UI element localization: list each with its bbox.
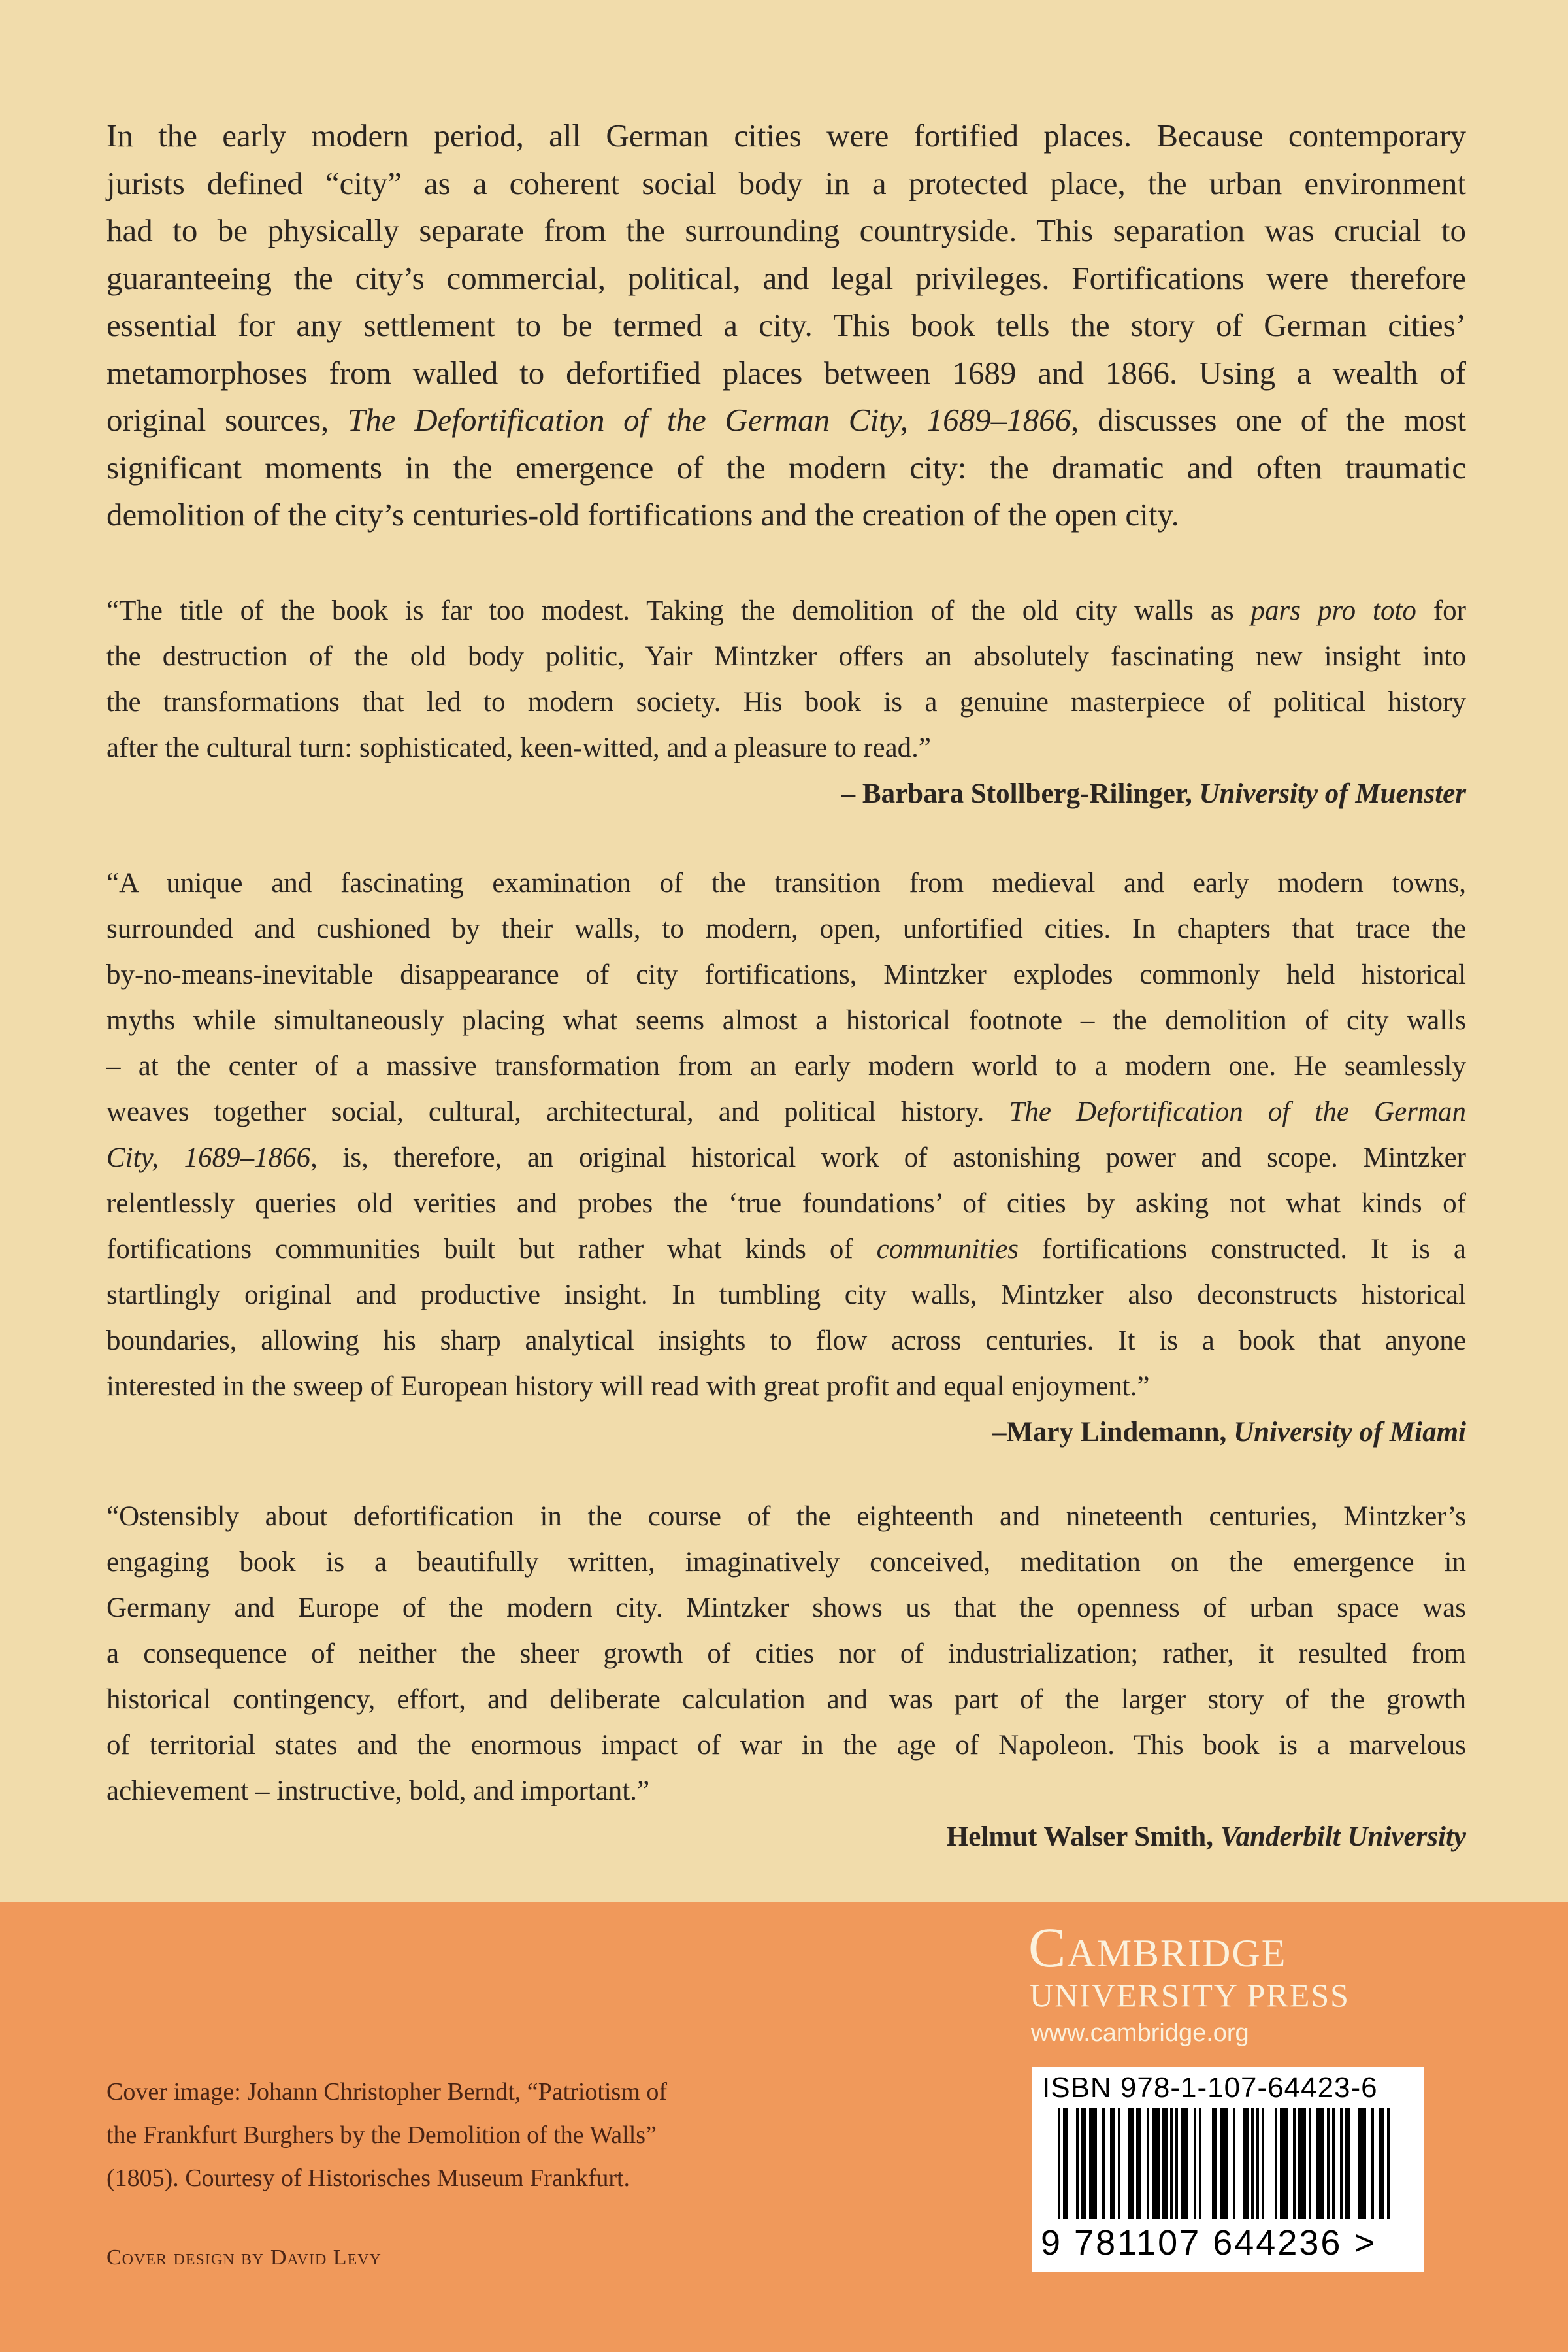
quote-line bbox=[106, 1272, 1466, 1318]
publisher-url: www.cambridge.org bbox=[1031, 2019, 1249, 2047]
barcode-bar bbox=[1220, 2108, 1222, 2219]
barcode-bar bbox=[1063, 2108, 1066, 2219]
barcode-bar bbox=[1327, 2108, 1330, 2219]
blurb-line bbox=[106, 397, 1466, 444]
italic-text: City, 1689–1866 bbox=[106, 1142, 311, 1173]
cover-design-credit: Cover design by David Levy bbox=[106, 2245, 382, 2270]
quote-line bbox=[106, 861, 1466, 906]
quote-line bbox=[106, 1494, 1466, 1540]
barcode-bar bbox=[1379, 2108, 1382, 2219]
barcode-bar bbox=[1275, 2108, 1277, 2219]
text: the transformations that led to modern society. His book is a genuine masterpiece of political history bbox=[106, 687, 1466, 718]
text: surrounded and cushioned by their walls, to modern, open, unfortified cities. In chapters that trace the bbox=[106, 914, 1466, 944]
barcode-bar bbox=[1152, 2108, 1154, 2219]
text: after the cultural turn: sophisticated, keen-witted, and a pleasure to read.” bbox=[106, 733, 932, 763]
quote-line bbox=[106, 725, 1466, 771]
text: –Mary Lindemann, bbox=[992, 1417, 1234, 1448]
barcode-bar bbox=[1301, 2108, 1303, 2219]
barcode-bars bbox=[1058, 2108, 1397, 2219]
barcode-bar bbox=[1303, 2108, 1306, 2219]
credit-line: (1805). Courtesy of Historisches Museum Frankfurt. bbox=[106, 2164, 630, 2192]
barcode-bar bbox=[1309, 2108, 1311, 2219]
blurb-line bbox=[106, 160, 1466, 208]
italic-text: The Defortification of the German City, 1689–1866 bbox=[348, 402, 1071, 438]
barcode-bar bbox=[1345, 2108, 1348, 2219]
barcode-bar bbox=[1298, 2108, 1301, 2219]
quote-line bbox=[106, 1723, 1466, 1768]
barcode-bar bbox=[1280, 2108, 1282, 2219]
barcode-bar bbox=[1139, 2108, 1141, 2219]
barcode-bar bbox=[1387, 2108, 1390, 2219]
quote-line bbox=[106, 952, 1466, 998]
blurb-line bbox=[106, 491, 1466, 539]
barcode-bar bbox=[1154, 2108, 1157, 2219]
blurb-line bbox=[106, 350, 1466, 397]
barcode-bar bbox=[1262, 2108, 1264, 2219]
quote-line bbox=[106, 1181, 1466, 1227]
barcode-bar bbox=[1382, 2108, 1384, 2219]
blurb-line bbox=[106, 112, 1466, 160]
text: interested in the sweep of European history will read with great profit and equal enjoyment.” bbox=[106, 1371, 1150, 1402]
barcode-bar bbox=[1102, 2108, 1105, 2219]
text: In the early modern period, all German cities were fortified places. Because contemporary bbox=[106, 118, 1466, 154]
barcode-bar bbox=[1225, 2108, 1228, 2219]
text: historical contingency, effort, and deliberate calculation and was part of the larger story of the growth bbox=[106, 1684, 1466, 1715]
barcode-bar bbox=[1092, 2108, 1094, 2219]
text: engaging book is a beautifully written, imaginatively conceived, meditation on the emergence in bbox=[106, 1547, 1466, 1578]
barcode-bar bbox=[1118, 2108, 1120, 2219]
barcode-bar bbox=[1319, 2108, 1322, 2219]
text: fortifications communities built but rather what kinds of bbox=[106, 1234, 877, 1265]
barcode-bar bbox=[1113, 2108, 1115, 2219]
text: original sources, bbox=[106, 402, 348, 438]
text: “The title of the book is far too modest. Taking the demolition of the old city walls as bbox=[106, 595, 1251, 626]
barcode-bar bbox=[1170, 2108, 1173, 2219]
barcode-bar bbox=[1058, 2108, 1060, 2219]
text: , is, therefore, an original historical work of astonishing power and scope. Mintzker bbox=[310, 1142, 1466, 1173]
text: , discusses one of the most bbox=[1071, 402, 1466, 438]
quote-line bbox=[106, 1089, 1466, 1135]
barcode-bar bbox=[1089, 2108, 1092, 2219]
text: – at the center of a massive transformation from an early modern world to a modern one. He seamlessly bbox=[106, 1051, 1466, 1082]
italic-text: communities bbox=[876, 1234, 1019, 1265]
barcode-bar bbox=[1157, 2108, 1160, 2219]
barcode-bar bbox=[1162, 2108, 1165, 2219]
publisher-name: Cambridge bbox=[1028, 1916, 1287, 1979]
quote-line bbox=[106, 1364, 1466, 1410]
quote-line bbox=[106, 634, 1466, 680]
barcode-bar bbox=[1358, 2108, 1361, 2219]
blurb-line bbox=[106, 207, 1466, 255]
quote-attribution bbox=[106, 771, 1466, 817]
text: of territorial states and the enormous impact of war in the age of Napoleon. This book is a marvelous bbox=[106, 1730, 1466, 1761]
barcode-bar bbox=[1183, 2108, 1186, 2219]
quote-line bbox=[106, 1768, 1466, 1814]
barcode-bar bbox=[1340, 2108, 1343, 2219]
publisher-subtitle: UNIVERSITY PRESS bbox=[1030, 1977, 1350, 2013]
blurb-paragraph bbox=[106, 112, 1466, 539]
barcode-bar bbox=[1251, 2108, 1254, 2219]
text: for bbox=[1416, 595, 1466, 626]
quote-line bbox=[106, 1135, 1466, 1181]
barcode-bar bbox=[1110, 2108, 1113, 2219]
italic-text: University of Miami bbox=[1233, 1417, 1466, 1448]
barcode-bar bbox=[1076, 2108, 1079, 2219]
text: metamorphoses from walled to defortified places between 1689 and 1866. Using a wealth of bbox=[106, 354, 1466, 391]
barcode-bar bbox=[1364, 2108, 1366, 2219]
barcode-bar bbox=[1293, 2108, 1296, 2219]
barcode-bar bbox=[1128, 2108, 1131, 2219]
barcode-bar bbox=[1181, 2108, 1183, 2219]
barcode-bar bbox=[1165, 2108, 1168, 2219]
ean-digits: 9 781107 644236 > bbox=[1041, 2223, 1377, 2262]
barcode-bar bbox=[1348, 2108, 1350, 2219]
quote-line bbox=[106, 1631, 1466, 1677]
text: “Ostensibly about defortification in the course of the eighteenth and nineteenth centuries, Mintzker’s bbox=[106, 1501, 1466, 1532]
quote-line bbox=[106, 1044, 1466, 1089]
barcode-bar bbox=[1233, 2108, 1235, 2219]
review-quote-stollberg-rilinger bbox=[106, 588, 1466, 817]
text: achievement – instructive, bold, and important.” bbox=[106, 1776, 650, 1806]
text: the destruction of the old body politic, Yair Mintzker offers an absolutely fascinating new insight into bbox=[106, 641, 1466, 672]
barcode-bar bbox=[1081, 2108, 1084, 2219]
barcode-bar bbox=[1147, 2108, 1149, 2219]
text: Helmut Walser Smith, bbox=[946, 1821, 1220, 1852]
text: – Barbara Stollberg-Rilinger, bbox=[841, 778, 1200, 809]
quote-line bbox=[106, 906, 1466, 952]
quote-attribution bbox=[106, 1814, 1466, 1860]
text: demolition of the city’s centuries-old fortifications and the creation of the open city. bbox=[106, 497, 1179, 533]
quote-line bbox=[106, 680, 1466, 725]
barcode-bar bbox=[1175, 2108, 1178, 2219]
text: had to be physically separate from the surrounding countryside. This separation was crucial to bbox=[106, 212, 1466, 248]
barcode-bar bbox=[1243, 2108, 1246, 2219]
italic-text: Vanderbilt University bbox=[1220, 1821, 1466, 1852]
barcode-bar bbox=[1282, 2108, 1285, 2219]
barcode-bar bbox=[1322, 2108, 1324, 2219]
text: myths while simultaneously placing what seems almost a historical footnote – the demolition of city walls bbox=[106, 1005, 1466, 1036]
credit-line: Cover image: Johann Christopher Berndt, “Patriotism of bbox=[106, 2078, 668, 2106]
barcode-bar bbox=[1371, 2108, 1374, 2219]
isbn-barcode bbox=[1032, 2067, 1424, 2272]
text: “A unique and fascinating examination of the transition from medieval and early modern towns, bbox=[106, 868, 1466, 899]
text: Germany and Europe of the modern city. Mintzker shows us that the openness of urban space was bbox=[106, 1593, 1466, 1623]
blurb-line bbox=[106, 302, 1466, 350]
text: fortifications constructed. It is a bbox=[1019, 1234, 1466, 1265]
quote-line bbox=[106, 998, 1466, 1044]
text: by-no-means-inevitable disappearance of city fortifications, Mintzker explodes commonly held historical bbox=[106, 959, 1466, 990]
text: relentlessly queries old verities and probes the ‘true foundations’ of cities by asking not what kinds of bbox=[106, 1188, 1466, 1219]
text: essential for any settlement to be termed a city. This book tells the story of German cities’ bbox=[106, 307, 1466, 343]
text: weaves together social, cultural, architectural, and political history. bbox=[106, 1097, 1009, 1127]
text: guaranteeing the city’s commercial, political, and legal privileges. Fortifications were therefore bbox=[106, 259, 1466, 296]
italic-text: University of Muenster bbox=[1199, 778, 1466, 809]
quote-line bbox=[106, 588, 1466, 634]
text: a consequence of neither the sheer growth of cities nor of industrialization; rather, it resulted from bbox=[106, 1638, 1466, 1669]
review-quote-lindemann bbox=[106, 861, 1466, 1455]
quote-attribution bbox=[106, 1410, 1466, 1455]
quote-line bbox=[106, 1677, 1466, 1723]
text: significant moments in the emergence of the modern city: the dramatic and often traumatic bbox=[106, 449, 1466, 486]
barcode-bar bbox=[1332, 2108, 1335, 2219]
barcode-bar bbox=[1285, 2108, 1288, 2219]
quote-line bbox=[106, 1318, 1466, 1364]
barcode-bar bbox=[1199, 2108, 1201, 2219]
cover-image-credit bbox=[106, 2070, 667, 2200]
barcode-bar bbox=[1316, 2108, 1319, 2219]
credit-line: the Frankfurt Burghers by the Demolition of the Walls” bbox=[106, 2121, 657, 2149]
barcode-bar bbox=[1194, 2108, 1196, 2219]
barcode-bar bbox=[1066, 2108, 1068, 2219]
barcode-bar bbox=[1186, 2108, 1188, 2219]
isbn-text: ISBN 978-1-107-64423-6 bbox=[1042, 2072, 1378, 2104]
barcode-bar bbox=[1246, 2108, 1249, 2219]
italic-text: The Defortification of the German bbox=[1009, 1097, 1466, 1127]
barcode-bar bbox=[1361, 2108, 1364, 2219]
blurb-line bbox=[106, 444, 1466, 492]
italic-text: pars pro toto bbox=[1250, 595, 1416, 626]
barcode-bar bbox=[1215, 2108, 1217, 2219]
text: jurists defined “city” as a coherent social body in a protected place, the urban environment bbox=[106, 165, 1466, 201]
publisher-logo bbox=[1028, 1918, 1350, 2053]
quote-line bbox=[106, 1540, 1466, 1585]
barcode-bar bbox=[1212, 2108, 1215, 2219]
text: startlingly original and productive insight. In tumbling city walls, Mintzker also deconstructs historical bbox=[106, 1280, 1466, 1310]
barcode-bar bbox=[1256, 2108, 1259, 2219]
barcode-bar bbox=[1222, 2108, 1225, 2219]
review-quote-smith bbox=[106, 1494, 1466, 1860]
text: boundaries, allowing his sharp analytical insights to flow across centuries. It is a book that anyone bbox=[106, 1325, 1466, 1356]
barcode-bar bbox=[1094, 2108, 1097, 2219]
barcode-bar bbox=[1131, 2108, 1134, 2219]
quote-line bbox=[106, 1585, 1466, 1631]
blurb-line bbox=[106, 255, 1466, 303]
barcode-bar bbox=[1084, 2108, 1086, 2219]
quote-line bbox=[106, 1227, 1466, 1272]
barcode-bar bbox=[1136, 2108, 1139, 2219]
